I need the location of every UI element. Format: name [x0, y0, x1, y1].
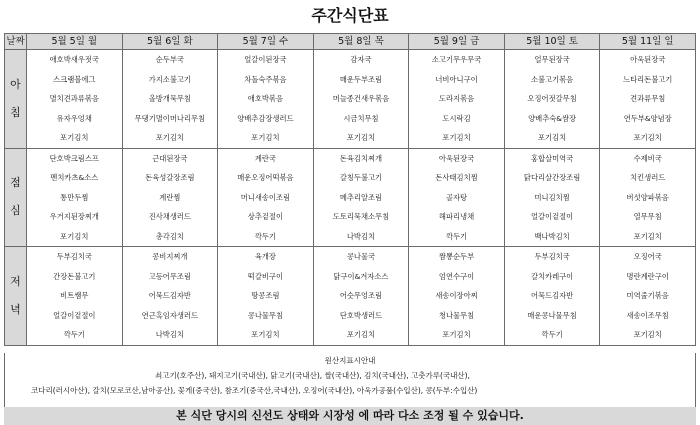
dish-item: 감자국: [350, 55, 372, 64]
date-label: 날짜: [5, 34, 27, 50]
menu-cell: [504, 247, 600, 346]
menu-cell: [122, 148, 218, 247]
dish-item: 콩나물국: [346, 252, 376, 261]
menu-cell: [313, 50, 409, 149]
origin-line-2: 코다리(러시아산), 갈치(모로코산,남아공산), 꽃게(중국산), 참조기(중국산,국내산), 오징어(국내산), 아욱가공품(수입산), 콩(두부:수입산): [31, 386, 478, 395]
dish-item: 청나물무침: [438, 310, 475, 320]
dish-item: 애호박새우젓국: [49, 55, 99, 64]
dish-item: 육개장: [254, 252, 276, 261]
dish-item: 계란찜: [159, 192, 181, 202]
dish-item: 갈치카레구이: [530, 271, 574, 281]
menu-cell: [27, 247, 123, 346]
dish-item: 어묵드김자반: [148, 291, 191, 300]
notice-banner: 본 식단 당시의 신선도 상태와 시장성 에 따라 다소 조정 될 수 있습니다.: [4, 407, 696, 425]
meal-label-char: 침: [10, 105, 21, 119]
dish-item: 어슷무엉조림: [339, 291, 383, 300]
menu-table: [4, 33, 696, 346]
meal-label: [5, 148, 27, 247]
dish-item: 가지소불고기: [148, 74, 191, 84]
dish-item: 우거지된장찌개: [49, 212, 99, 221]
dish-item: 갈칭두불고기: [339, 173, 383, 182]
dish-item: 포기김치: [442, 133, 471, 142]
dish-item: 시금치무침: [343, 113, 379, 123]
dish-item: 오징어젓갈무침: [527, 94, 577, 103]
dish-item: 포기김치: [251, 133, 280, 142]
dish-item: 단호박생러드: [339, 310, 383, 320]
dish-item: 돈육성갈장조림: [145, 173, 195, 182]
menu-cell: [600, 247, 696, 346]
dish-item: 골자탕: [445, 192, 468, 202]
dish-item: 어묵드김자반: [530, 291, 574, 300]
dish-item: 콩비지찌개: [152, 252, 188, 261]
dish-item: 명란계란구이: [626, 271, 669, 281]
meal-label-char: 점: [10, 176, 21, 190]
origin-title: 원산지표시안내: [324, 356, 376, 365]
dish-item: 깍두기: [541, 330, 563, 339]
dish-item: 연두부&양념장: [623, 113, 672, 123]
dish-item: 포기김치: [60, 133, 89, 142]
meal-label: [5, 50, 27, 149]
dish-item: 아욱된장국: [438, 153, 475, 163]
dish-item: 포기김치: [633, 231, 662, 241]
dish-item: 애호박볶음: [247, 94, 284, 103]
dish-item: 순두부국: [155, 55, 184, 64]
meal-label-char: 심: [10, 204, 21, 218]
dish-item: 포기김치: [251, 330, 280, 339]
dish-item: 돈육김치찌개: [339, 153, 383, 163]
day-header: 5월 10일 토: [504, 34, 600, 50]
day-header: 5월 9일 금: [409, 34, 505, 50]
dish-item: 얼무된장국: [534, 55, 570, 64]
dish-item: 열무무침: [633, 212, 662, 221]
dish-item: 양배추감장생러드: [237, 113, 294, 123]
dish-item: 포기김치: [155, 133, 184, 142]
menu-cell: [218, 50, 314, 149]
dish-item: 새송이장아찌: [435, 291, 478, 300]
meal-label-char: 녁: [10, 302, 21, 316]
dish-item: 도토리묵채소무침: [332, 212, 390, 221]
dish-item: 멸치견과류볶음: [49, 94, 99, 103]
dish-item: 고등어무조림: [148, 271, 191, 281]
dish-item: 나박김치: [346, 231, 376, 241]
dish-item: 올방개묵무침: [148, 94, 191, 103]
menu-cell: [504, 50, 600, 149]
dish-item: 소불고기볶음: [530, 74, 574, 84]
meal-label-char: 저: [10, 274, 21, 288]
dish-item: 메추리알조림: [339, 192, 383, 202]
menu-cell: [122, 247, 218, 346]
page-title: 주간식단표: [311, 6, 389, 25]
dish-item: 포기김치: [346, 133, 376, 142]
dish-item: 진사채생러드: [148, 212, 191, 221]
dish-item: 스크램블에그: [53, 74, 96, 84]
day-header: 5월 11일 일: [600, 34, 696, 50]
dish-item: 간장돈불고기: [53, 271, 96, 281]
dish-item: 얼갈이겉절이: [530, 212, 574, 221]
meal-label-char: 아: [10, 77, 21, 91]
dish-item: 포기김치: [60, 231, 89, 241]
dish-item: 나박김치: [155, 330, 184, 339]
origin-line-1: 쇠고기(호주산), 돼지고기(국내산), 닭고기(국내산), 쌀(국내산), 김치(국내산), 고춧가루(국내산),: [155, 371, 470, 380]
menu-cell: [122, 50, 218, 149]
dish-item: 양배추숙&쌈장: [528, 113, 577, 123]
dish-item: 연근흑임자생러드: [141, 310, 199, 320]
day-header: 5월 8일 목: [313, 34, 409, 50]
dish-item: 비트쌤무: [60, 291, 89, 300]
menu-cell: [600, 50, 696, 149]
dish-item: 포기김치: [442, 330, 471, 339]
dish-item: 통만두찜: [60, 192, 89, 202]
origin-info: [4, 353, 696, 408]
dish-item: 무댕기멸이머나리무침: [134, 113, 206, 123]
dish-item: 두부김치국: [56, 252, 92, 261]
dish-item: 깍두기: [445, 231, 468, 241]
dish-item: 미니김치찜: [534, 192, 570, 202]
dish-item: 포기김치: [633, 133, 662, 142]
menu-cell: [409, 247, 505, 346]
dish-item: 깍두기: [63, 330, 85, 339]
dish-item: 매운콩나물무침: [527, 310, 577, 320]
dish-item: 돈사태김치찜: [435, 173, 478, 182]
dish-item: 도시락김: [442, 113, 471, 123]
dish-item: 너비아니구이: [435, 74, 478, 84]
dish-item: 짬뽕순두부: [438, 252, 475, 261]
dish-item: 닭구이&겨자소스: [333, 271, 389, 281]
menu-cell: [27, 148, 123, 247]
day-header: 5월 7일 수: [218, 34, 314, 50]
menu-cell: [27, 50, 123, 149]
dish-item: 얼갈이된장국: [244, 55, 287, 64]
dish-item: 소고기무우무국: [431, 55, 482, 64]
dish-item: 단호박크림스프: [49, 153, 99, 163]
dish-item: 계란국: [254, 153, 276, 163]
dish-item: 근대된장국: [152, 153, 188, 163]
dish-item: 콩나물무침: [247, 310, 284, 320]
dish-item: 버섯양파볶음: [626, 192, 669, 202]
dish-item: 아욱된장국: [630, 55, 666, 64]
dish-item: 견과류무침: [630, 94, 666, 103]
dish-item: 차돌숙주볶음: [244, 74, 287, 84]
menu-cell: [600, 148, 696, 247]
dish-item: 미역줄기볶음: [626, 291, 669, 300]
meal-row: [5, 50, 696, 149]
dish-item: 머니새송이조림: [240, 192, 291, 202]
dish-item: 매운두부조림: [339, 74, 383, 84]
dish-item: 치킨생러드: [630, 173, 666, 182]
dish-item: 머늘종건새우볶음: [332, 94, 390, 103]
dish-item: 새송이조무침: [626, 310, 669, 320]
dish-item: 홍합살미역국: [530, 153, 574, 163]
day-header: 5월 6일 화: [122, 34, 218, 50]
dish-item: 매운오징어떡볶음: [237, 173, 294, 182]
dish-item: 두부김치국: [534, 252, 570, 261]
dish-item: 멘치카츠&소스: [50, 173, 99, 182]
dish-item: 도라지볶음: [438, 94, 475, 103]
dish-item: 땅콩조림: [251, 291, 280, 300]
dish-item: 떡갈비구이: [247, 271, 284, 281]
menu-cell: [504, 148, 600, 247]
dish-item: 수제비국: [633, 153, 662, 163]
dish-item: 느타리돈불고기: [623, 74, 673, 84]
dish-item: 백나박김치: [534, 231, 570, 241]
dish-item: 포기김치: [346, 330, 376, 339]
dish-item: 포기김치: [633, 330, 662, 339]
menu-cell: [313, 148, 409, 247]
menu-cell: [218, 148, 314, 247]
menu-cell: [409, 148, 505, 247]
menu-cell: [409, 50, 505, 149]
header-row: [5, 34, 696, 50]
menu-cell: [313, 247, 409, 346]
dish-item: 상추겉절이: [247, 212, 284, 221]
dish-item: 닭다리살간장조림: [523, 173, 581, 182]
meal-label: [5, 247, 27, 346]
dish-item: 얼갈이겉절이: [53, 310, 96, 320]
dish-item: 유자우엉채: [56, 113, 92, 123]
meal-row: [5, 148, 696, 247]
dish-item: 깍두기: [254, 231, 276, 241]
menu-cell: [218, 247, 314, 346]
day-header: 5월 5일 월: [27, 34, 123, 50]
dish-item: 포기김치: [537, 133, 567, 142]
dish-item: 해파리냉채: [438, 212, 475, 221]
dish-item: 총각김치: [155, 231, 184, 241]
meal-row: [5, 247, 696, 346]
dish-item: 엄연수구이: [438, 271, 475, 281]
dish-item: 오징어국: [633, 252, 662, 261]
